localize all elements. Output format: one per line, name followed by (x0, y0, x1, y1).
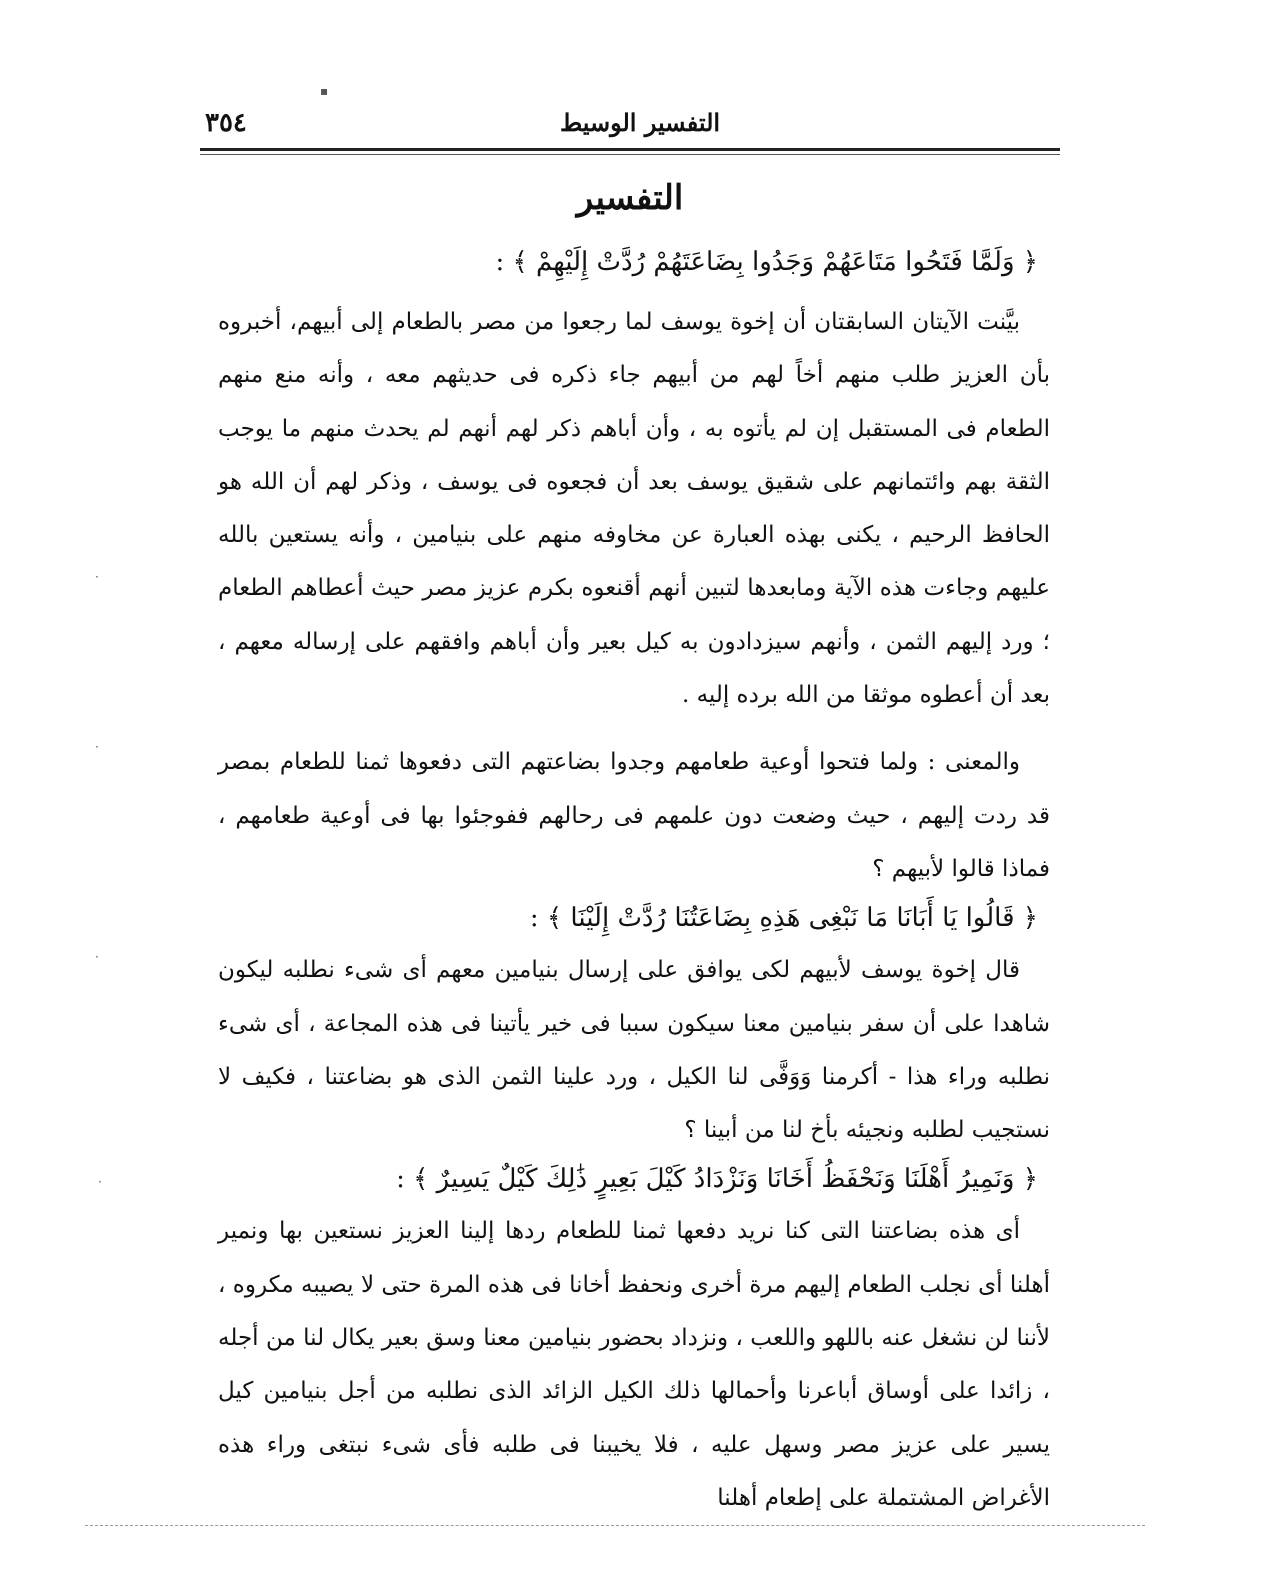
header-rule-thin (200, 154, 1060, 155)
scan-speck: ▪ (320, 84, 329, 98)
quran-verse: ﴿ وَنَمِيرُ أَهْلَنَا وَنَحْفَظُ أَخَانَا وَنَزْدَادُ كَيْلَ بَعِيرٍ ذَٰلِكَ كَيْلٌ يَسِيرٌ ﴾ : (396, 1164, 1038, 1195)
page-header (205, 108, 1060, 148)
scan-speck: · (95, 950, 99, 964)
commentary-paragraph: قال إخوة يوسف لأبيهم لكى يوافق على إرسال بنيامين معهم أى شىء نطلبه ليكون شاهدا على أن سفر بنيامين معنا سيكون سببا فى خير يأتينا فى هذه المجاعة ، أى شىء نطلبه وراء هذا - أكرمنا وَوَفَّى لنا الكيل ، ورد علينا الثمن الذى هو بضاعتنا ، فكيف لا نستجيب لطلبه ونجيئه بأخ لنا من أبينا ؟ (218, 957, 1050, 1144)
commentary-paragraph: بيَّنت الآيتان السابقتان أن إخوة يوسف لما رجعوا من مصر بالطعام إلى أبيهم، أخبروه بأن العزيز طلب منهم أخاً لهم من أبيهم جاء ذكره فى حديثهم معه ، وأنه منع منهم الطعام فى المستقبل إن لم يأتوه به ، وأن أباهم ذكر لهم أنهم لم يحدث منهم ما يوجب الثقة بهم وائتمانهم على شقيق يوسف بعد أن فجعوه فى يوسف ، وذكر لهم أن الله هو الحافظ الرحيم ، يكنى بهذه العبارة عن مخاوفه منهم على بنيامين ، وأنه يستعين بالله عليهم وجاءت هذه الآية ومابعدها لتبين أنهم أقنعوه بكرم عزيز مصر حيث أعطاهم الطعام ؛ ورد إليهم الثمن ، وأنهم سيزدادون به كيل بعير وأن أباهم وافقهم على إرساله معهم ، بعد أن أعطوه موثقا من الله برده إليه . (218, 309, 1050, 709)
scan-speck: · (95, 740, 99, 754)
running-title: التفسير الوسيط (559, 108, 721, 137)
section-title: التفسير (576, 178, 684, 218)
commentary-paragraph: والمعنى : ولما فتحوا أوعية طعامهم وجدوا بضاعتهم التى دفعوها ثمنا للطعام بمصر قد ردت إليهم ، حيث وضعت دون علمهم فى رحالهم ففوجئوا بها فى أوعية طعامهم ، فماذا قالوا لأبيهم ؟ (218, 749, 1050, 882)
quran-verse: ﴿ وَلَمَّا فَتَحُوا مَتَاعَهُمْ وَجَدُوا بِضَاعَتَهُمْ رُدَّتْ إِلَيْهِمْ ﴾ : (495, 247, 1038, 277)
quran-verse: ﴿ قَالُوا يَا أَبَانَا مَا نَبْغِى هَذِهِ بِضَاعَتُنَا رُدَّتْ إِلَيْنَا ﴾ : (529, 903, 1038, 934)
commentary-paragraph: أى هذه بضاعتنا التى كنا نريد دفعها ثمنا للطعام ردها إلينا العزيز نستعين بها ونمير أهلنا أى نجلب الطعام إليهم مرة أخرى ونحفظ أخانا فى هذه المرة حتى لا يصيبه مكروه ، لأننا لن نشغل عنه باللهو واللعب ، ونزداد بحضور بنيامين معنا وسق بعير يكال لنا من أجله ، زائدا على أوساق أباعرنا وأحمالها ذلك الكيل الزائد الذى نطلبه من أجل بنيامين كيل يسير على عزيز مصر وسهل عليه ، فلا يخيبنا فى طلبه فأى شىء نبتغى وراء هذه الأغراض المشتملة على إطعام أهلنا (218, 1218, 1050, 1511)
page-body (218, 240, 1050, 1525)
page-number: ٣٥٤ (205, 108, 247, 138)
footer-rule (85, 1525, 1145, 1526)
header-rule (200, 148, 1060, 151)
scan-speck: · (95, 570, 99, 584)
scan-speck: · (98, 1175, 102, 1189)
